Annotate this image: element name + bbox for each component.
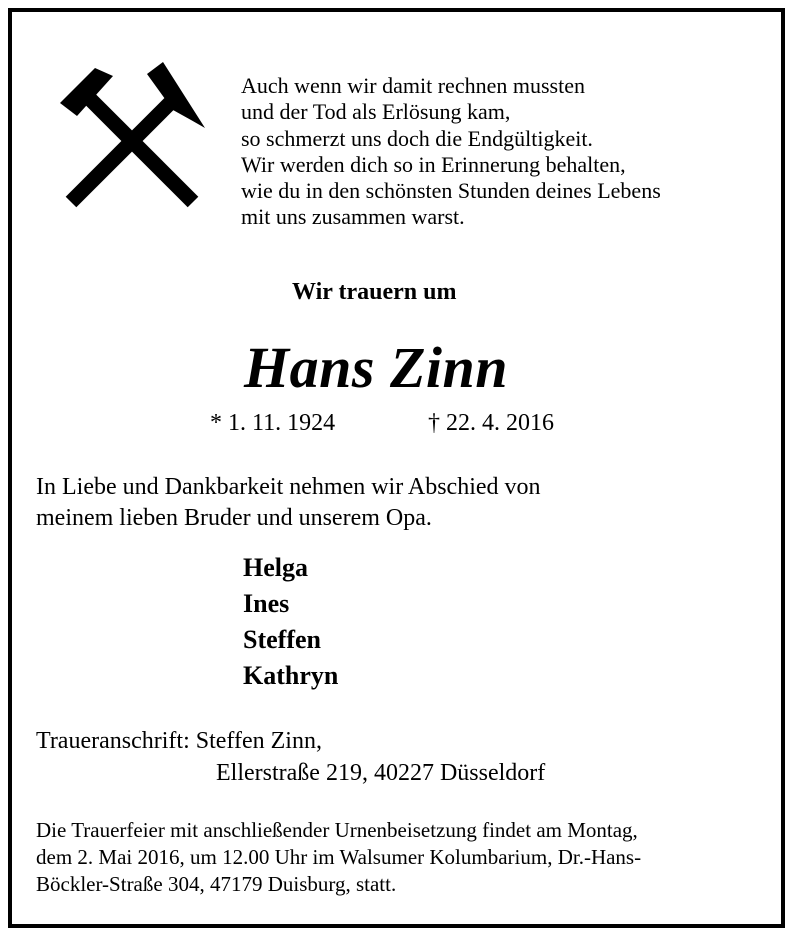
poem-line: wie du in den schönsten Stunden deines Lebens xyxy=(241,178,661,204)
birth-date: * 1. 11. 1924 xyxy=(210,410,336,436)
poem-line: Auch wenn wir damit rechnen mussten xyxy=(241,73,585,98)
poem-line: so schmerzt uns doch die Endgültigkeit. xyxy=(241,125,593,151)
deceased-name: Hans Zinn xyxy=(244,335,508,400)
mourner-name: Ines xyxy=(243,589,290,618)
mourning-address-street: Ellerstraße 219, 40227 Düsseldorf xyxy=(216,760,546,786)
mourning-address-label: Traueranschrift: Steffen Zinn, xyxy=(36,728,322,754)
farewell-text xyxy=(36,472,541,534)
poem-line: mit uns zusammen warst. xyxy=(241,204,465,230)
service-line: Böckler-Straße 304, 47179 Duisburg, statt. xyxy=(36,872,397,896)
poem-line: und der Tod als Erlösung kam, xyxy=(241,99,511,125)
poem-line: Wir werden dich so in Erinnerung behalten, xyxy=(241,151,626,177)
mourners-list xyxy=(243,550,338,694)
funeral-service-info xyxy=(36,817,641,898)
mourner-name: Kathryn xyxy=(243,661,339,690)
mourner-name: Steffen xyxy=(243,625,321,654)
farewell-line: In Liebe und Dankbarkeit nehmen wir Abschied von xyxy=(36,474,541,500)
crossed-hammers-icon xyxy=(55,58,210,208)
mourning-heading: Wir trauern um xyxy=(292,279,457,305)
poem xyxy=(241,73,661,231)
farewell-line: meinem lieben Bruder und unserem Opa. xyxy=(36,505,432,531)
mourner-name: Helga xyxy=(243,553,308,582)
death-date: † 22. 4. 2016 xyxy=(428,410,554,436)
service-line: dem 2. Mai 2016, um 12.00 Uhr im Walsumer Kolumbarium, Dr.-Hans- xyxy=(36,845,642,869)
service-line: Die Trauerfeier mit anschließender Urnenbeisetzung findet am Montag, xyxy=(36,818,638,842)
